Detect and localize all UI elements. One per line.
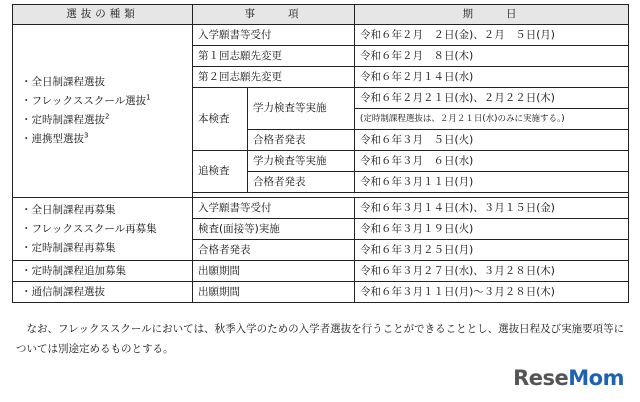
category-label: ・定時制課程選抜$^2$ — [21, 112, 110, 126]
date-cell: 令和６年３月１９日(火) — [355, 219, 629, 240]
table-row — [13, 198, 629, 219]
table-row — [13, 25, 629, 46]
schedule-table — [12, 4, 629, 303]
table-row — [13, 261, 629, 282]
category-cell-correspondence: ・通信制課程選抜 — [13, 282, 193, 303]
footnote-marker: 3 — [84, 131, 89, 140]
category-cell-re-recruitment — [13, 198, 193, 261]
category-label: ・フレックススクール選抜$^1$ — [21, 93, 151, 107]
table-row — [13, 282, 629, 303]
category-cell-main-selection — [13, 25, 193, 198]
header-date: 期 日 — [355, 5, 629, 25]
category-label: ・連携型選抜$^3$ — [21, 131, 89, 145]
table-header-row — [13, 5, 629, 25]
item-cell: 学力検査等実施 — [248, 88, 355, 130]
item-cell: 入学願書等受付 — [193, 25, 355, 46]
item-cell: 合格者発表 — [193, 240, 355, 261]
category-label: ・フレックススクール再募集 — [21, 222, 157, 235]
date-cell: 令和６年３月１４日(木)、３月１５日(金) — [355, 198, 629, 219]
category-cell-additional-recruitment: ・定時制課程追加募集 — [13, 261, 193, 282]
item-cell: 第２回志願先変更 — [193, 67, 355, 88]
item-cell: 合格者発表 — [248, 130, 355, 151]
date-cell: 令和６年３月 ５日(火) — [355, 130, 629, 151]
date-cell: 令和６年２月 ２日(金)、２月 ５日(月) — [355, 25, 629, 46]
category-label: ・全日制課程再募集 — [21, 203, 116, 216]
date-note-cell: (定時制課程選抜は、２月２１日(水)のみに実施する。) — [355, 109, 629, 130]
date-cell: 令和６年２月１４日(水) — [355, 67, 629, 88]
date-cell: 令和６年３月２５日(月) — [355, 240, 629, 261]
date-cell: 令和６年２月 ８日(木) — [355, 46, 629, 67]
category-label: ・定時制課程再募集 — [21, 241, 116, 254]
date-cell: 令和６年３月１１日(月)～３月２８日(木) — [355, 282, 629, 303]
footnote-marker: 1 — [146, 93, 151, 102]
item-cell: 出願期間 — [193, 282, 355, 303]
date-cell: 令和６年２月２１日(水)、２月２２日(木) — [355, 88, 629, 109]
item-cell: 第１回志願先変更 — [193, 46, 355, 67]
item-cell: 検査(面接等)実施 — [193, 219, 355, 240]
date-cell: 令和６年３月２７日(水)、３月２８日(木) — [355, 261, 629, 282]
date-cell: 令和６年３月 ６日(水) — [355, 151, 629, 172]
item-cell: 入学願書等受付 — [193, 198, 355, 219]
item-cell: 合格者発表 — [248, 172, 355, 193]
item-cell: 出願期間 — [193, 261, 355, 282]
header-item: 事 項 — [193, 5, 355, 25]
resemom-logo: ReseMom — [513, 366, 624, 390]
footnote-paragraph: なお、フレックススクールにおいては、秋季入学のための入学者選抜を行うことができることとし、選抜日程及び実施要項等については別途定めるものとする。 — [16, 323, 625, 355]
subgroup-label-main-exam: 本検査 — [193, 88, 248, 151]
subgroup-label-makeup-exam: 追検査 — [193, 151, 248, 193]
footnote-marker: 2 — [105, 112, 110, 121]
item-cell: 学力検査等実施 — [248, 151, 355, 172]
header-selection-type: 選抜の種類 — [13, 5, 193, 25]
date-cell: 令和６年３月１１日(月) — [355, 172, 629, 193]
category-label: ・全日制課程選抜 — [21, 76, 105, 88]
